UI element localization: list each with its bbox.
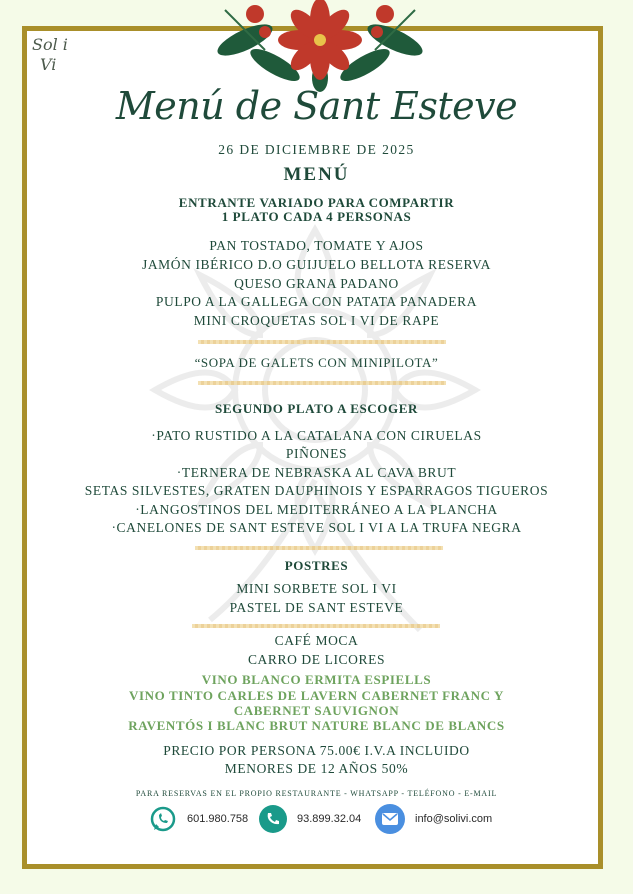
starter-item: MINI CROQUETAS SOL I VI DE RAPE [193,313,440,328]
phone-icon [259,805,287,833]
whatsapp-number[interactable]: 601.980.758 [187,813,249,825]
second-course-heading: SEGUNDO PLATO A ESCOGER [215,401,418,416]
divider [195,546,443,550]
after-meal-item: CAFÉ MOCA [274,633,359,648]
second-course-line: ·PATO RUSTIDO A LA CATALANA CON CIRUELAS [151,428,482,443]
wine-item: VINO BLANCO ERMITA ESPIELLS [201,672,432,687]
second-course-line: ·TERNERA DE NEBRASKA AL CAVA BRUT [176,465,457,480]
page-title: Menú de Sant Esteve [115,84,518,128]
event-date: 26 DE DICIEMBRE DE 2025 [218,142,415,157]
starter-heading: ENTRANTE VARIADO PARA COMPARTIR [178,195,455,210]
starter-item: PULPO A LA GALLEGA CON PATATA PANADERA [155,294,478,309]
desserts-heading: POSTRES [284,558,349,573]
price-per-person: PRECIO POR PERSONA 75.00€ I.V.A INCLUIDO [163,743,470,758]
starter-item: PAN TOSTADO, TOMATE Y AJOS [209,238,424,253]
divider [192,624,440,628]
logo-line-1: Sol i [32,35,68,54]
soup-course: “SOPA DE GALETS CON MINIPILOTA” [194,355,439,370]
second-course-line: SETAS SILVESTES, GRATEN DAUPHINOIS Y ESPARRAGOS TIGUEROS [84,483,549,498]
mail-icon [375,804,405,834]
email-contact[interactable] [375,803,492,835]
dessert-item: MINI SORBETE SOL I VI [236,581,397,596]
second-course-line: ·LANGOSTINOS DEL MEDITERRÁNEO A LA PLANCHA [135,502,498,517]
logo-line-2: Vi [40,55,57,74]
wine-item: CABERNET SAUVIGNON [233,703,400,718]
divider [198,381,446,385]
whatsapp-contact[interactable] [149,803,248,835]
whatsapp-icon [149,805,177,833]
starter-subheading: 1 PLATO CADA 4 PERSONAS [221,209,412,224]
email-address[interactable]: info@solivi.com [415,813,493,825]
wine-item: RAVENTÓS I BLANC BRUT NATURE BLANC DE BLANCS [128,718,505,733]
starter-item: JAMÓN IBÉRICO D.O GUIJUELO BELLOTA RESERVA [141,257,492,272]
dessert-item: PASTEL DE SANT ESTEVE [229,600,404,615]
poinsettia-decoration [205,0,435,92]
wine-item: VINO TINTO CARLES DE LAVERN CABERNET FRANC Y [129,688,504,703]
phone-contact[interactable] [259,803,361,835]
reservations-note: PARA RESERVAS EN EL PROPIO RESTAURANTE - WHATSAPP - TELÉFONO - E-MAIL [135,789,498,798]
sol-i-vi-logo [32,35,102,75]
phone-number[interactable]: 93.899.32.04 [297,813,362,825]
divider [198,340,446,344]
after-meal-item: CARRO DE LICORES [247,652,386,667]
second-course-line: ·CANELONES DE SANT ESTEVE SOL I VI A LA TRUFA NEGRA [111,520,522,535]
menu-heading: MENÚ [283,164,350,185]
starter-item: QUESO GRANA PADANO [234,276,399,291]
children-price: MENORES DE 12 AÑOS 50% [224,761,409,776]
second-course-line: PIÑONES [285,446,348,461]
